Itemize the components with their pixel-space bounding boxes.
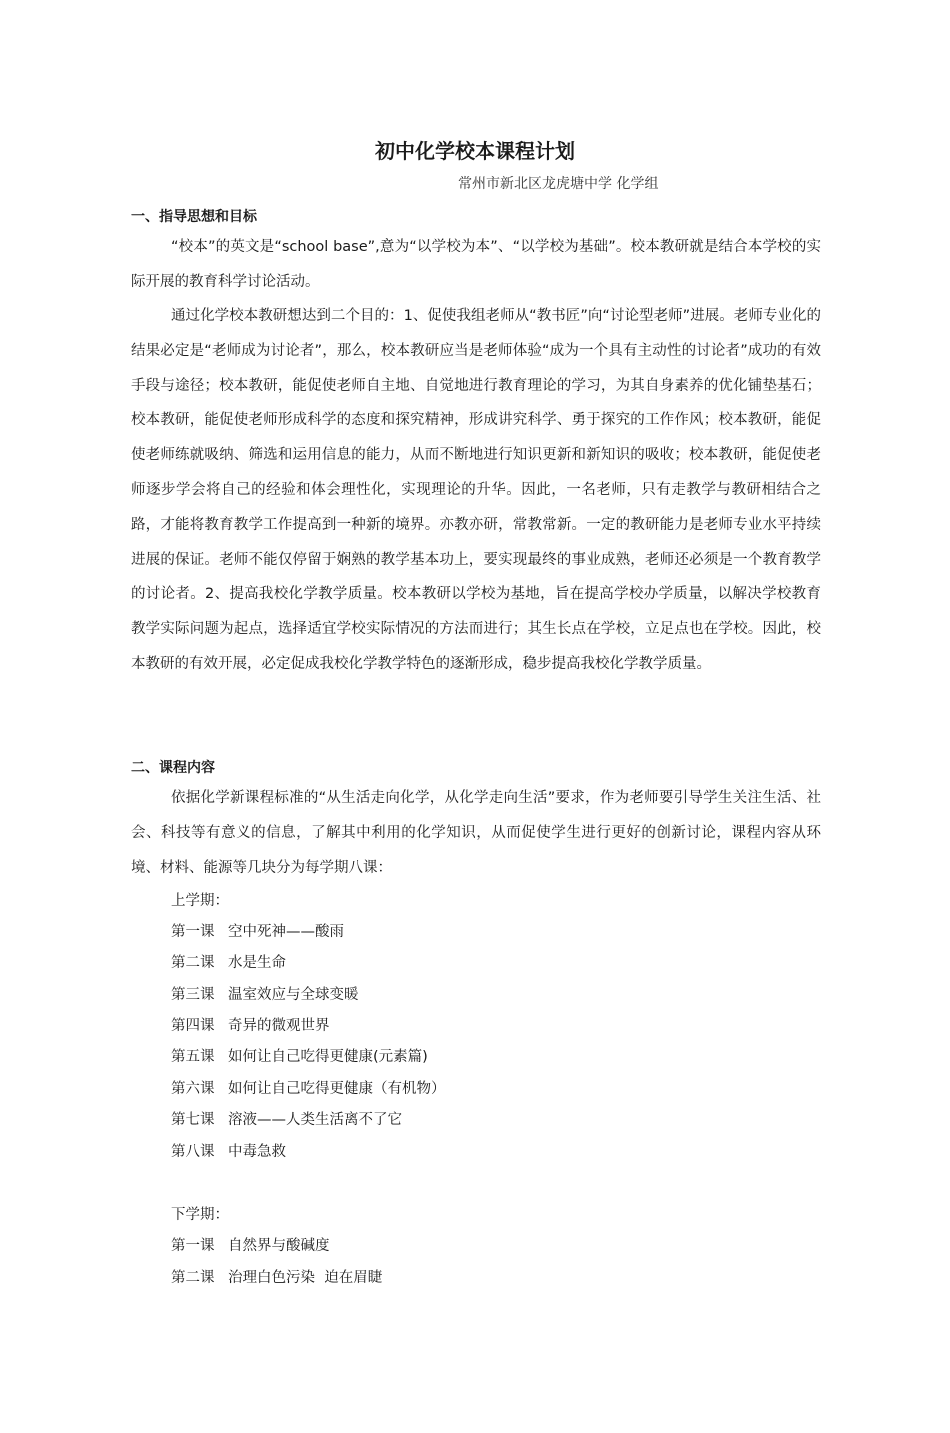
section-1-paragraph-2: 通过化学校本教研想达到二个目的：1、促使我组老师从“教书匠”向“讨论型老师”进展。老师专业化的结果必定是“老师成为讨论者”，那么，校本教研应当是老师体验“成为一个具有主动性的讨论者”成功的有效手段与途径；校本教研，能促使老师自主地、自觉地进行教育理论的学习，为其自身素养的优化铺垫基石；校本教研，能促使老师形成科学的态度和探究精神，形成讲究科学、勇于探究的工作作风；校本教研，能促使老师练就吸纳、筛选和运用信息的能力，从而不断地进行知识更新和新知识的吸收；校本教研，能促使老师逐步学会将自己的经验和体会理性化，实现理论的升华。因此，一名老师，只有走教学与教研相结合之路，才能将教育教学工作提高到一种新的境界。亦教亦研，常教常新。一定的教研能力是老师专业水平持续进展的保证。老师不能仅停留于娴熟的教学基本功上，要实现最终的事业成熟，老师还必须是一个教育教学的讨论者。2、提高我校化学教学质量。校本教研以学校为基地，旨在提高学校办学质量，以解决学校教育教学实际问题为起点，选择适宜学校实际情况的方法而进行；其生长点在学校，立足点也在学校。因此，校本教研的有效开展，必定促成我校化学教学特色的逐渐形成，稳步提高我校化学教学质量。 — [131, 308, 821, 672]
section-2-paragraph: 依据化学新课程标准的“从生活走向化学，从化学走向生活”要求，作为老师要引导学生关注生活、社会、科技等有意义的信息，了解其中利用的化学知识，从而促使学生进行更好的创新讨论，课程内容从环境、材料、能源等几块分为每学期八课： — [131, 790, 821, 876]
lesson-title: 温室效应与全球变暖 — [228, 987, 359, 1003]
lesson-title: 水是生命 — [228, 955, 286, 971]
term-2-label: 下学期： — [171, 1207, 229, 1223]
section-1-heading: 一、指导思想和目标 — [131, 209, 257, 225]
term-1-label: 上学期： — [171, 893, 229, 909]
lesson-title: 如何让自己吃得更健康（有机物） — [228, 1081, 446, 1097]
lesson-item — [171, 1142, 286, 1162]
lesson-title: 中毒急救 — [228, 1144, 286, 1160]
document-subtitle: 常州市新北区龙虎塘中学 化学组 — [458, 176, 659, 192]
lesson-number: 第五课 — [171, 1049, 215, 1065]
lesson-item — [171, 1110, 402, 1130]
lesson-item — [171, 1268, 382, 1288]
lesson-item — [171, 953, 286, 973]
lesson-item — [171, 1047, 428, 1067]
lesson-item — [171, 1236, 330, 1256]
lesson-number: 第七课 — [171, 1112, 215, 1128]
lesson-title: 自然界与酸碱度 — [228, 1238, 330, 1254]
lesson-title: 治理白色污染 迫在眉睫 — [228, 1270, 383, 1286]
lesson-number: 第三课 — [171, 987, 215, 1003]
lesson-title: 空中死神——酸雨 — [228, 924, 344, 940]
lesson-item — [171, 985, 359, 1005]
lesson-item — [171, 1016, 330, 1036]
lesson-title: 溶液——人类生活离不了它 — [228, 1112, 402, 1128]
lesson-number: 第六课 — [171, 1081, 215, 1097]
lesson-item — [171, 922, 344, 942]
lesson-number: 第一课 — [171, 924, 215, 940]
lesson-title: 奇异的微观世界 — [228, 1018, 330, 1034]
lesson-item — [171, 1079, 446, 1099]
lesson-number: 第一课 — [171, 1238, 215, 1254]
lesson-title: 如何让自己吃得更健康(元素篇) — [228, 1049, 428, 1065]
section-1-paragraph-1: “校本”的英文是“school base”,意为“以学校为本”、“以学校为基础”。校本教研就是结合本学校的实际开展的教育科学讨论活动。 — [131, 239, 821, 290]
lesson-number: 第四课 — [171, 1018, 215, 1034]
lesson-number: 第八课 — [171, 1144, 215, 1160]
lesson-number: 第二课 — [171, 1270, 215, 1286]
section-2-heading: 二、课程内容 — [131, 760, 215, 776]
document-title: 初中化学校本课程计划 — [375, 139, 575, 163]
lesson-number: 第二课 — [171, 955, 215, 971]
